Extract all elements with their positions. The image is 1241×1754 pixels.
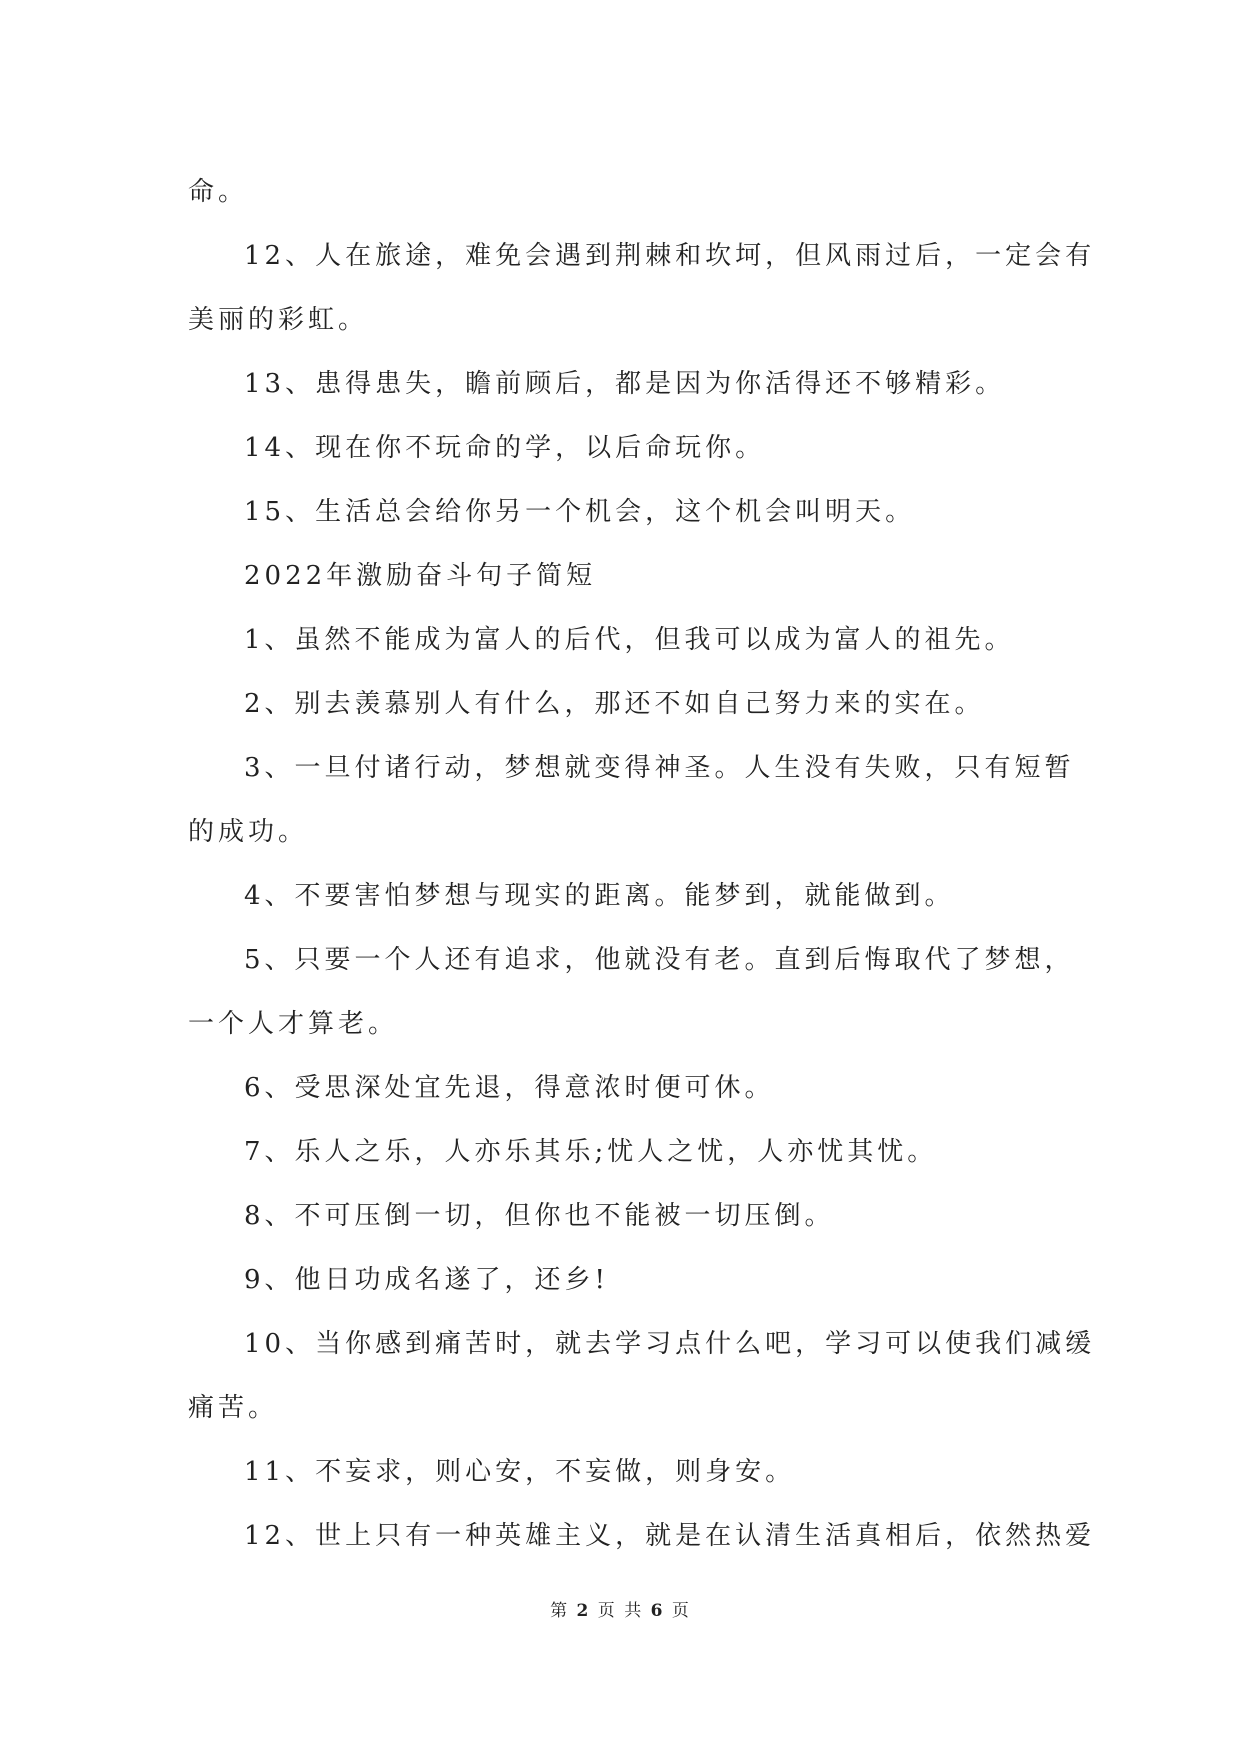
text-line: 一个人才算老。 bbox=[188, 1009, 399, 1039]
text-line: 11、不妄求，则心安，不妄做，则身安。 bbox=[244, 1457, 796, 1487]
text-line: 4、不要害怕梦想与现实的距离。能梦到，就能做到。 bbox=[244, 881, 955, 911]
footer-middle: 页 共 bbox=[597, 1601, 644, 1621]
text-line: 美丽的彩虹。 bbox=[188, 305, 369, 335]
text-line: 8、不可压倒一切，但你也不能被一切压倒。 bbox=[244, 1201, 835, 1231]
document-body bbox=[188, 160, 1096, 1568]
footer-suffix: 页 bbox=[671, 1601, 691, 1621]
text-line: 13、患得患失，瞻前顾后，都是因为你活得还不够精彩。 bbox=[244, 369, 1006, 399]
text-line: 命。 bbox=[188, 177, 249, 207]
text-line: 1、虽然不能成为富人的后代，但我可以成为富人的祖先。 bbox=[244, 625, 1015, 655]
total-pages-number: 6 bbox=[650, 1601, 665, 1621]
text-line: 5、只要一个人还有追求，他就没有老。直到后悔取代了梦想， bbox=[244, 945, 1075, 975]
text-line: 12、人在旅途，难免会遇到荆棘和坎坷，但风雨过后，一定会有 bbox=[244, 241, 1096, 271]
text-line: 痛苦。 bbox=[188, 1393, 279, 1423]
text-line: 3、一旦付诸行动，梦想就变得神圣。人生没有失败，只有短暂 bbox=[244, 753, 1075, 783]
footer-prefix: 第 bbox=[550, 1601, 570, 1621]
text-line: 2、别去羡慕别人有什么，那还不如自己努力来的实在。 bbox=[244, 689, 985, 719]
text-line: 7、乐人之乐，人亦乐其乐;忧人之忧，人亦忧其忧。 bbox=[244, 1137, 938, 1167]
text-line: 14、现在你不玩命的学，以后命玩你。 bbox=[244, 433, 766, 463]
text-line: 15、生活总会给你另一个机会，这个机会叫明天。 bbox=[244, 497, 916, 527]
text-line: 的成功。 bbox=[188, 817, 309, 847]
page-footer bbox=[0, 1596, 1241, 1621]
text-line: 12、世上只有一种英雄主义，就是在认清生活真相后，依然热爱 bbox=[244, 1521, 1096, 1551]
text-line: 10、当你感到痛苦时，就去学习点什么吧，学习可以使我们减缓 bbox=[244, 1329, 1096, 1359]
current-page-number: 2 bbox=[576, 1601, 591, 1621]
text-line: 2022年激励奋斗句子简短 bbox=[244, 561, 597, 591]
text-line: 6、受思深处宜先退，得意浓时便可休。 bbox=[244, 1073, 775, 1103]
text-line: 9、他日功成名遂了，还乡! bbox=[244, 1265, 609, 1295]
